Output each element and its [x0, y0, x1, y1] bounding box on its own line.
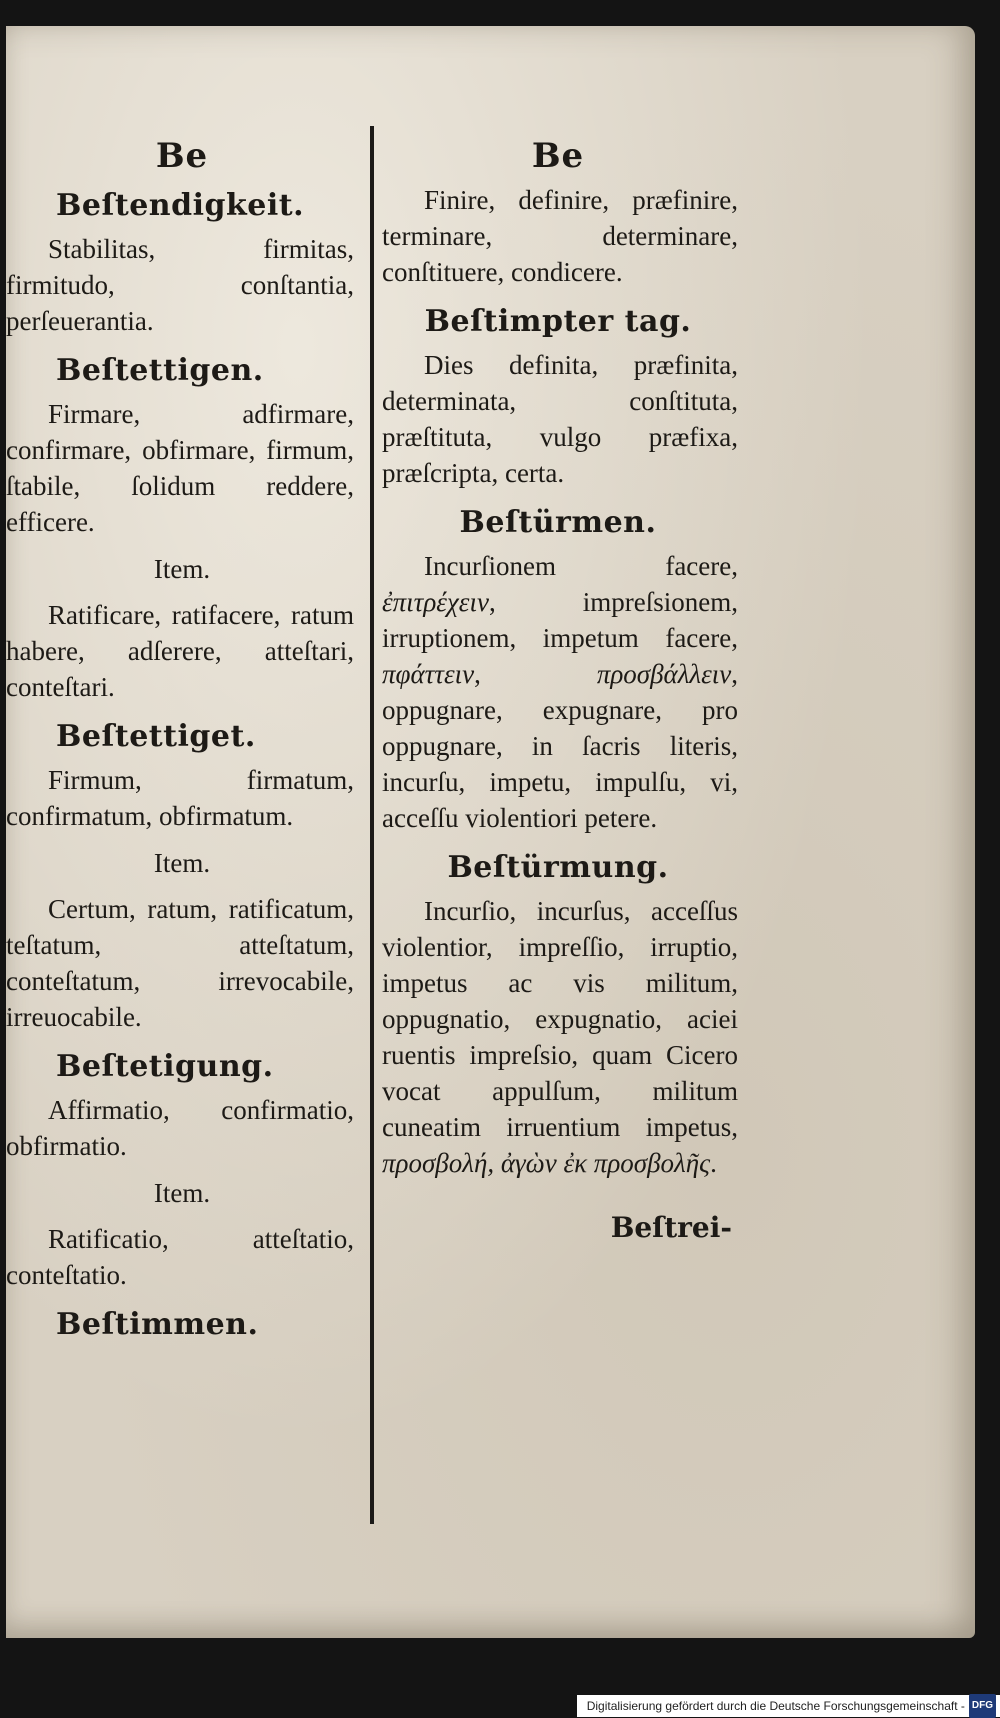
- headword: Beſtürmen.: [459, 505, 657, 540]
- headword: Beſtetigung.: [56, 1049, 274, 1084]
- right-column-header: Be: [531, 136, 585, 176]
- latin-text: ,: [474, 659, 597, 689]
- entry-text: Ratificare, ratifacere, ratum habere, adſerere, atteſtari, conteſtari.: [6, 600, 354, 702]
- entry-text: Firmum, firmatum, confirmatum, obfirmatum.: [6, 765, 354, 831]
- latin-text: Incurſio, incurſus, acceſſus violentior, impreſſio, irruptio, impetus ac vis militum, oppugnatio, expugnatio, aciei ruentis impreſsio, quam Cicero vocat appulſum, militum cuneatim irruentium impetus,: [382, 896, 738, 1142]
- greek-text: προσβολή, ἀγὼν ἐκ προσβολῆς: [382, 1148, 711, 1178]
- headword: Beſtettiget.: [56, 719, 256, 754]
- greek-text: πφάττειν: [382, 659, 475, 689]
- right-column: [378, 136, 738, 1244]
- column-divider: [370, 126, 374, 1524]
- greek-text: προσβάλλειν: [596, 659, 732, 689]
- entry-text: Ratificatio, atteſtatio, conteſtatio.: [6, 1224, 354, 1290]
- entry-text: Certum, ratum, ratificatum, teſtatum, atteſtatum, conteſtatum, irrevocabile, irreuocabile.: [6, 894, 354, 1032]
- entry-text: Firmare, adfirmare, confirmare, obfirmare, firmum, ſtabile, ſolidum reddere, efficere.: [6, 399, 354, 537]
- headword: Beſtimpter tag.: [424, 304, 692, 339]
- book-page: [6, 26, 975, 1638]
- entry-text: [378, 893, 738, 1181]
- headword: Beſtendigkeit.: [56, 188, 305, 223]
- headword: Beſtimmen.: [56, 1307, 259, 1342]
- entry-text: [378, 548, 738, 836]
- latin-text: , impreſsionem, irruptionem, impetum facere,: [382, 587, 738, 653]
- catchword: Beſtrei-: [610, 1211, 732, 1244]
- latin-text: Incurſionem facere,: [424, 551, 738, 581]
- entry-text: Dies definita, præfinita, determinata, conſtituta, præſtituta, vulgo præfixa, præſcripta, certa.: [382, 350, 738, 488]
- latin-text: .: [710, 1148, 717, 1178]
- dfg-logo-icon: DFG: [969, 1694, 996, 1718]
- headword: Beſtettigen.: [56, 353, 264, 388]
- latin-text: , oppugnare, expugnare, pro oppugnare, in ſacris literis, incurſu, impetu, impulſu, vi, acceſſu violentiori petere.: [382, 659, 738, 833]
- left-column-header: Be: [155, 136, 209, 176]
- left-column: [6, 136, 358, 1350]
- entry-text: Affirmatio, confirmatio, obfirmatio.: [6, 1095, 354, 1161]
- entry-text: Finire, definire, præfinire, terminare, determinare, conſtituere, condicere.: [382, 185, 738, 287]
- entry-text: Stabilitas, firmitas, firmitudo, conſtantia, perſeuerantia.: [6, 234, 354, 336]
- digitization-credit: [577, 1695, 1000, 1717]
- greek-text: ἐπιτρέχειν: [382, 587, 489, 617]
- headword: Beſtürmung.: [447, 850, 669, 885]
- item-label: Item.: [153, 1178, 211, 1208]
- credit-text: Digitalisierung gefördert durch die Deutsche Forschungsgemeinschaft -: [586, 1699, 965, 1713]
- item-label: Item.: [153, 554, 211, 584]
- item-label: Item.: [153, 848, 211, 878]
